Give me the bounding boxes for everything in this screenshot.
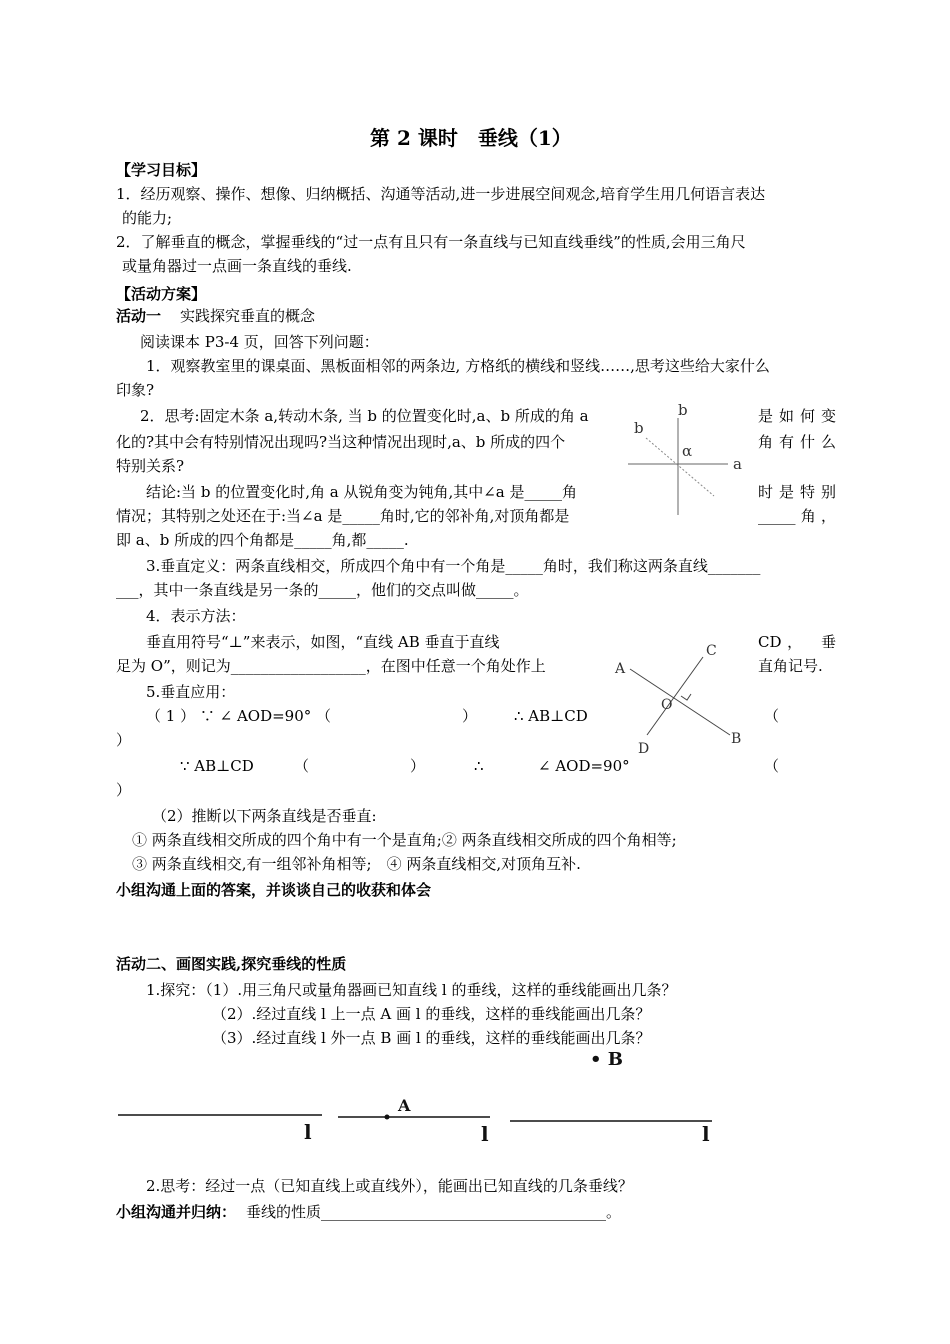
line2-label-l: l (481, 1122, 489, 1146)
question-2-right1: 是如何变 (758, 407, 836, 425)
goal-1-line2: 的能力; (122, 209, 173, 227)
point-A-label: A (398, 1096, 411, 1115)
app-row1-close: ） (462, 707, 478, 725)
figure-perpendicular-ab-cd (605, 635, 755, 760)
goal-1-line1: 1．经历观察、操作、想像、归纳概括、沟通等活动,进一步进展空间观念,培育学生用几何语言表达 (116, 185, 766, 203)
judge-header: （2）推断以下两条直线是否垂直: (152, 807, 377, 825)
group-discussion-1: 小组沟通上面的答案，并谈谈自己的收获和体会 (116, 881, 432, 899)
activity1-label: 活动一 (116, 307, 162, 325)
think-question: 2.思考：经过一点（已知直线上或直线外），能画出已知直线的几条垂线？ (146, 1177, 633, 1195)
question-3-line2: ___，其中一条直线是另一条的_____，他们的交点叫做_____。 (116, 581, 529, 599)
activity2-title: 活动二、画图实践,探究垂线的性质 (116, 955, 347, 973)
conclusion-line2: 情况；其特别之处还在于:当∠a 是_____角时,它的邻补角,对顶角都是 (116, 507, 570, 525)
judge-line2: ③ 两条直线相交,有一组邻补角相等; ④ 两条直线相交,对顶角互补. (132, 855, 581, 873)
goal-2-line2: 或量角器过一点画一条直线的垂线. (122, 257, 352, 275)
notation-right2: 直角记号. (758, 657, 823, 675)
activity1-title: 实践探究垂直的概念 (180, 307, 316, 325)
app-row2-therefore: ∴ (474, 757, 484, 775)
question-2-right2: 角有什么 (758, 433, 836, 451)
group-discussion-2-label: 小组沟通并归纳： (116, 1203, 237, 1221)
conclusion-right1: 时是特别 (758, 483, 836, 501)
app-row2-result: ∠ AOD=90° (538, 757, 630, 775)
label-C: C (706, 643, 717, 659)
app-row2-open2: （ (764, 757, 780, 775)
judge-line1: ① 两条直线相交所成的四个角中有一个是直角;② 两条直线相交所成的四个角相等; (132, 831, 677, 849)
label-b-top: b (678, 401, 688, 419)
label-alpha: α (682, 442, 693, 460)
page-title: 第 2 课时 垂线（1） (370, 126, 572, 150)
conclusion-right2: _____角， (758, 507, 836, 525)
label-D: D (638, 741, 650, 757)
app-row1-result: ∴ AB⊥CD (514, 707, 588, 725)
group-discussion-2-text: 垂线的性质______________________________________。 (246, 1203, 622, 1221)
line3-label-l: l (702, 1122, 710, 1146)
question-2-line1: 2．思考:固定木条 a,转动木条, 当 b 的位置变化时,a、b 所成的角 a (140, 407, 589, 425)
app-row2-close2: ） (116, 781, 132, 799)
explore-2: （2）.经过直线 l 上一点 A 画 l 的垂线，这样的垂线能画出几条？ (212, 1005, 651, 1023)
question-4: 4．表示方法： (146, 607, 246, 625)
question-1-line1: 1．观察教室里的课桌面、黑板面相邻的两条边, 方格纸的横线和竖线……,思考这些给大家什么 (146, 357, 770, 375)
app-row1-reason: （ 1 ） ∵ ∠ AOD=90° （ (146, 707, 332, 725)
explore-3: （3）.经过直线 l 外一点 B 画 l 的垂线，这样的垂线能画出几条？ (212, 1029, 651, 1047)
figure-three-lines (110, 1040, 730, 1150)
plan-header: 【活动方案】 (116, 285, 207, 303)
notation-line2: 足为 O”，则记为__________________，在图中任意一个角处作上 (116, 657, 546, 675)
question-3-line1: 3.垂直定义：两条直线相交，所成四个角中有一个角是_____角时，我们称这两条直线_______ (146, 557, 761, 575)
goals-header: 【学习目标】 (116, 161, 207, 179)
explore-1: 1.探究：（1）.用三角尺或量角器画已知直线 l 的垂线，这样的垂线能画出几条？ (146, 981, 677, 999)
app-row1-close2: ） (116, 731, 132, 749)
question-1-line2: 印象? (116, 381, 155, 399)
line1-label-l: l (304, 1120, 312, 1144)
read-instruction: 阅读课本 P3-4 页，回答下列问题： (140, 333, 379, 351)
question-2-line3: 特别关系? (116, 457, 185, 475)
conclusion-line3: 即 a、b 所成的四个角都是_____角,都_____. (116, 531, 409, 549)
conclusion-line1: 结论:当 b 的位置变化时,角 a 从锐角变为钝角,其中∠a 是_____角 (146, 483, 577, 501)
figure-intersecting-lines (620, 400, 755, 520)
label-A: A (615, 661, 626, 677)
label-B: B (731, 731, 742, 747)
label-b-left: b (634, 419, 644, 437)
label-a: a (733, 455, 742, 473)
app-row1-open2: （ (764, 707, 780, 725)
goal-2-line1: 2．了解垂直的概念，掌握垂线的“过一点有且只有一条直线与已知直线垂线”的性质,会用三角尺 (116, 233, 746, 251)
app-row2-close: ） (410, 757, 426, 775)
point-B-label: • B (590, 1049, 623, 1070)
notation-right1: CD， 垂 (758, 633, 836, 651)
label-O: O (661, 697, 673, 713)
notation-line1: 垂直用符号“⊥”来表示，如图，“直线 AB 垂直于直线 (146, 633, 500, 651)
app-row2-reason: ∵ AB⊥CD (180, 757, 254, 775)
application-header: 5.垂直应用： (146, 683, 236, 701)
question-2-line2: 化的?其中会有特别情况出现吗?当这种情况出现时,a、b 所成的四个 (116, 433, 566, 451)
app-row2-open: （ (294, 757, 310, 775)
